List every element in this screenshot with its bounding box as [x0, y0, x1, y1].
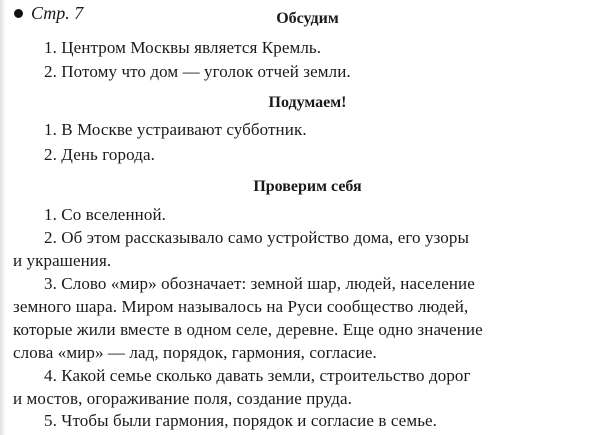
answer-line: и украшения.	[13, 251, 112, 270]
section-title-discuss: Обсудим	[276, 10, 339, 27]
page-number-label: Стр. 7	[31, 3, 84, 23]
scan-edge-shadow	[0, 0, 6, 435]
section-title-check-yourself: Проверим себя	[253, 178, 362, 195]
answer-line: земного шара. Миром называлось на Руси сообщество людей,	[13, 297, 469, 316]
answer-line: 3. Слово «мир» обозначает: земной шар, людей, население	[44, 274, 475, 293]
answer-line: 1. В Москве устраивают субботник.	[44, 120, 307, 139]
answer-line: 4. Какой семье сколько давать земли, строительство дорог	[44, 366, 471, 385]
answer-line: 2. День города.	[44, 145, 155, 164]
section-title-think: Подумаем!	[268, 94, 347, 111]
answer-line: которые жили вместе в одном селе, деревне. Еще одно значение	[13, 320, 483, 339]
answer-line: слова «мир» — лад, порядок, гармония, согласие.	[13, 343, 377, 362]
answer-line: и мостов, огораживание поля, создание пруда.	[13, 389, 353, 408]
answer-line: 1. Центром Москвы является Кремль.	[44, 38, 322, 57]
answer-line: 5. Чтобы были гармония, порядок и согласие в семье.	[44, 411, 438, 430]
answer-line: 2. Об этом рассказывало само устройство дома, его узоры	[44, 228, 470, 247]
answer-line: 1. Со вселенной.	[44, 205, 166, 224]
answer-line: 2. Потому что дом — уголок отчей земли.	[44, 62, 351, 81]
